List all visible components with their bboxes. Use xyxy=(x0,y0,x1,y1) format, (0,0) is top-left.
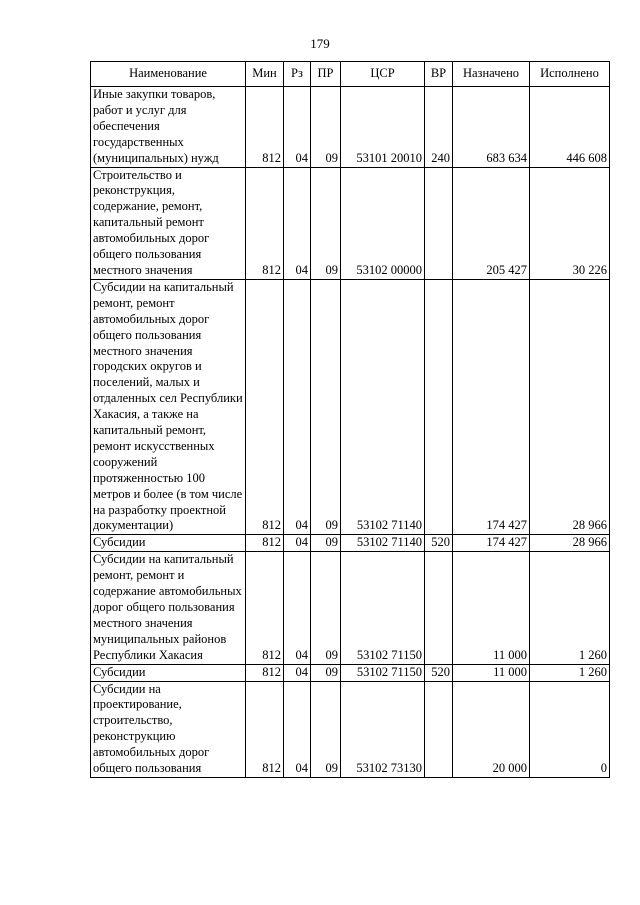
cell-name: Субсидии xyxy=(91,664,246,681)
cell-min: 812 xyxy=(246,552,284,664)
cell-rz: 04 xyxy=(284,681,311,777)
budget-table xyxy=(90,61,610,778)
cell-assigned: 11 000 xyxy=(453,552,530,664)
cell-executed: 30 226 xyxy=(530,167,610,279)
table-row xyxy=(91,552,610,664)
page-number: 179 xyxy=(310,36,330,51)
cell-rz: 04 xyxy=(284,87,311,168)
cell-assigned: 205 427 xyxy=(453,167,530,279)
cell-executed: 1 260 xyxy=(530,552,610,664)
cell-csr: 53102 71140 xyxy=(341,279,425,535)
header-row xyxy=(91,62,610,87)
cell-pr: 09 xyxy=(311,535,341,552)
cell-name: Субсидии на капитальный ремонт, ремонт и содержание автомобильных дорог общего пользования местного значения муниципальных районов Республики Хакасия xyxy=(91,552,246,664)
cell-name: Субсидии на проектирование, строительство, реконструкцию автомобильных дорог общего пользования xyxy=(91,681,246,777)
cell-pr: 09 xyxy=(311,664,341,681)
cell-pr: 09 xyxy=(311,681,341,777)
cell-pr: 09 xyxy=(311,552,341,664)
cell-vr: 520 xyxy=(425,664,453,681)
cell-assigned: 683 634 xyxy=(453,87,530,168)
cell-csr: 53102 71140 xyxy=(341,535,425,552)
cell-pr: 09 xyxy=(311,87,341,168)
cell-rz: 04 xyxy=(284,167,311,279)
table-row xyxy=(91,681,610,777)
col-header-assigned: Назначено xyxy=(453,62,530,87)
table-row xyxy=(91,87,610,168)
cell-pr: 09 xyxy=(311,167,341,279)
cell-vr: 520 xyxy=(425,535,453,552)
cell-csr: 53102 71150 xyxy=(341,664,425,681)
cell-vr: 240 xyxy=(425,87,453,168)
cell-vr xyxy=(425,552,453,664)
cell-rz: 04 xyxy=(284,279,311,535)
cell-name: Субсидии xyxy=(91,535,246,552)
col-header-csr: ЦСР xyxy=(341,62,425,87)
table-row xyxy=(91,167,610,279)
table-row xyxy=(91,535,610,552)
col-header-vr: ВР xyxy=(425,62,453,87)
cell-min: 812 xyxy=(246,535,284,552)
cell-vr xyxy=(425,167,453,279)
cell-name: Строительство и реконструкция, содержание, ремонт, капитальный ремонт автомобильных дорог общего пользования местного значения xyxy=(91,167,246,279)
cell-vr xyxy=(425,681,453,777)
cell-min: 812 xyxy=(246,681,284,777)
cell-rz: 04 xyxy=(284,664,311,681)
cell-csr: 53102 73130 xyxy=(341,681,425,777)
cell-assigned: 174 427 xyxy=(453,535,530,552)
cell-assigned: 20 000 xyxy=(453,681,530,777)
cell-assigned: 11 000 xyxy=(453,664,530,681)
cell-executed: 28 966 xyxy=(530,279,610,535)
col-header-rz: Рз xyxy=(284,62,311,87)
cell-min: 812 xyxy=(246,87,284,168)
cell-vr xyxy=(425,279,453,535)
cell-executed: 1 260 xyxy=(530,664,610,681)
cell-executed: 28 966 xyxy=(530,535,610,552)
cell-min: 812 xyxy=(246,664,284,681)
cell-executed: 0 xyxy=(530,681,610,777)
col-header-min: Мин xyxy=(246,62,284,87)
cell-assigned: 174 427 xyxy=(453,279,530,535)
cell-rz: 04 xyxy=(284,535,311,552)
table-row xyxy=(91,664,610,681)
cell-executed: 446 608 xyxy=(530,87,610,168)
col-header-pr: ПР xyxy=(311,62,341,87)
cell-csr: 53102 71150 xyxy=(341,552,425,664)
table-row xyxy=(91,279,610,535)
cell-name: Субсидии на капитальный ремонт, ремонт автомобильных дорог общего пользования местного значения городских округов и поселений, малых и отдаленных сел Республики Хакасия, а также на капитальный ремонт, ремонт искусственных сооружений протяженностью 100 метров и более (в том числе на разработку проектной документации) xyxy=(91,279,246,535)
cell-rz: 04 xyxy=(284,552,311,664)
cell-name: Иные закупки товаров, работ и услуг для обеспечения государственных (муниципальных) нужд xyxy=(91,87,246,168)
cell-min: 812 xyxy=(246,167,284,279)
col-header-executed: Исполнено xyxy=(530,62,610,87)
cell-csr: 53101 20010 xyxy=(341,87,425,168)
cell-min: 812 xyxy=(246,279,284,535)
cell-csr: 53102 00000 xyxy=(341,167,425,279)
cell-pr: 09 xyxy=(311,279,341,535)
col-header-name: Наименование xyxy=(91,62,246,87)
